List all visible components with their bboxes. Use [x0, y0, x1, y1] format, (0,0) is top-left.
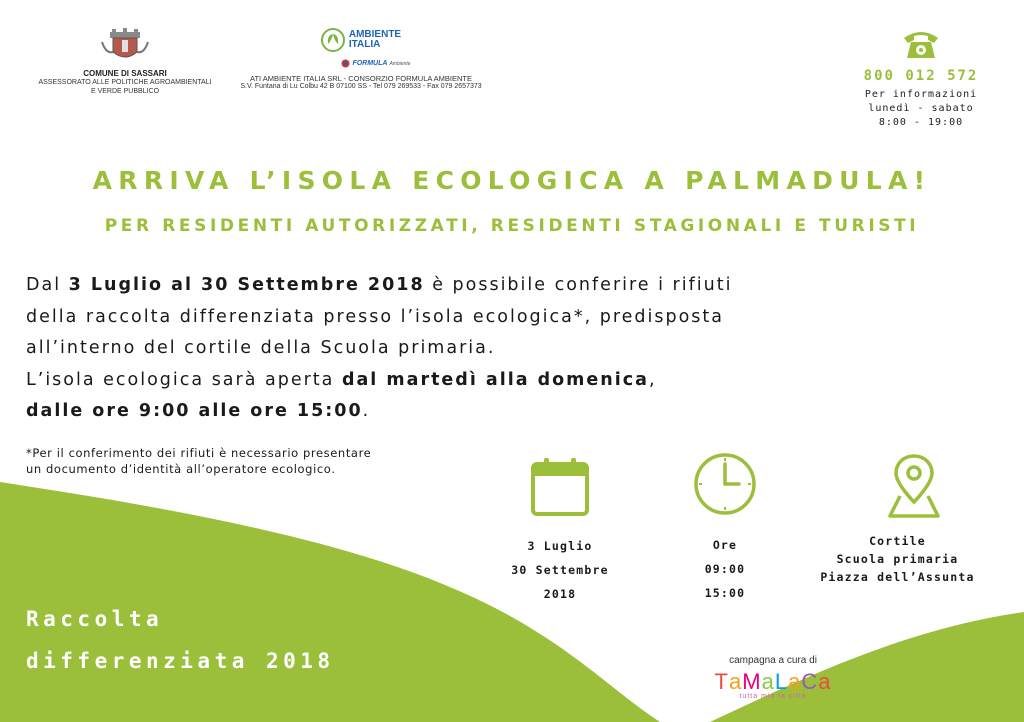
- date-line: 30 Settembre: [511, 563, 609, 577]
- ambiente-logo-text-2: ITALIA: [348, 39, 381, 50]
- body-paragraph: [26, 270, 1006, 428]
- body-text: .: [362, 401, 371, 421]
- phone-info-days: lunedì - sabato: [868, 103, 974, 114]
- time-line: 15:00: [704, 586, 746, 600]
- tamalaca-letter: a: [818, 669, 832, 694]
- tamalaca-letter: a: [788, 669, 802, 694]
- place-line: Piazza dell’Assunta: [820, 570, 975, 584]
- tamalaca-tagline: tutta mia la città: [739, 693, 807, 700]
- tamalaca-letter: C: [801, 669, 819, 694]
- place-line: Cortile: [869, 534, 926, 548]
- tamalaca-letter: a: [761, 669, 775, 694]
- place-line: Scuola primaria: [836, 552, 959, 566]
- campaign-title-line: differenziata 2018: [26, 649, 335, 673]
- campaign-title: [26, 598, 335, 682]
- time-info: [655, 533, 795, 605]
- ambiente-address: S.V. Funtana di Lu Colbu 42 B 07100 SS - Tel 079 269533 - Fax 079 2657373: [240, 83, 482, 90]
- ambiente-italia-block: [215, 28, 507, 90]
- calendar-icon: [530, 456, 590, 518]
- comune-name: COMUNE DI SASSARI: [83, 69, 167, 78]
- ambiente-italia-leaf-icon: [321, 28, 345, 52]
- date-line: 3 Luglio: [527, 539, 593, 553]
- tamalaca-letter: a: [728, 669, 743, 694]
- comune-sassari-block: [30, 28, 220, 96]
- phone-info-hours: 8:00 - 19:00: [878, 117, 964, 128]
- ambiente-consortium: ATI AMBIENTE ITALIA SRL - CONSORZIO FORMULA AMBIENTE: [250, 74, 472, 83]
- time-line: Ore: [712, 538, 738, 552]
- body-hours: dalle ore 9:00 alle ore 15:00: [26, 401, 363, 421]
- date-info: [470, 534, 650, 606]
- phone-number[interactable]: 800 012 572: [863, 68, 979, 84]
- footnote-line: *Per il conferimento dei rifiuti è necessario presentare: [26, 446, 372, 460]
- tamalaca-letter: L: [774, 669, 789, 694]
- tamalaca-letter: T: [714, 669, 729, 694]
- formula-logo-icon: [341, 59, 350, 68]
- body-text: L’isola ecologica sarà aperta: [26, 369, 342, 390]
- body-dates: 3 Luglio al 30 Settembre 2018: [68, 275, 425, 295]
- tamalaca-letter: M: [742, 669, 762, 694]
- formula-logo-text: FORMULA: [352, 60, 388, 67]
- subtitle: PER RESIDENTI AUTORIZZATI, RESIDENTI STAGIONALI E TURISTI: [104, 216, 920, 236]
- body-text: della raccolta differenziata presso l’isola ecologica*, predisposta: [26, 306, 725, 327]
- comune-department: ASSESSORATO ALLE POLITICHE AGROAMBIENTALI: [38, 79, 212, 86]
- telephone-icon: [901, 28, 941, 60]
- campaign-credit-label: campagna a cura di: [729, 655, 817, 666]
- map-pin-icon: [878, 452, 950, 520]
- footnote-line: un documento d’identità all’operatore ecologico.: [26, 462, 336, 476]
- tamalaca-logo: [708, 669, 838, 695]
- body-text: Dal: [26, 275, 69, 295]
- phone-info-label: Per informazioni: [864, 89, 978, 100]
- formula-logo-subtext: Ambiente: [389, 60, 411, 67]
- body-text: all’interno del cortile della Scuola primaria.: [26, 338, 496, 358]
- body-days: dal martedì alla domenica: [341, 369, 649, 390]
- coat-of-arms-icon: [100, 28, 150, 62]
- body-text: ,: [648, 369, 657, 390]
- place-info: [790, 532, 1005, 586]
- clock-icon: [693, 452, 757, 516]
- main-title: ARRIVA L’ISOLA ECOLOGICA A PALMADULA!: [92, 166, 932, 195]
- time-line: 09:00: [704, 562, 746, 576]
- date-line: 2018: [543, 587, 577, 601]
- campaign-title-line: Raccolta: [26, 607, 164, 631]
- phone-block: [836, 28, 1006, 130]
- campaign-credit: [708, 655, 838, 700]
- body-text: è possibile conferire i rifiuti: [424, 275, 733, 295]
- ambiente-logo-text: AMBIENTE: [348, 29, 402, 40]
- comune-department-2: E VERDE PUBBLICO: [90, 88, 160, 95]
- footnote: [26, 445, 526, 477]
